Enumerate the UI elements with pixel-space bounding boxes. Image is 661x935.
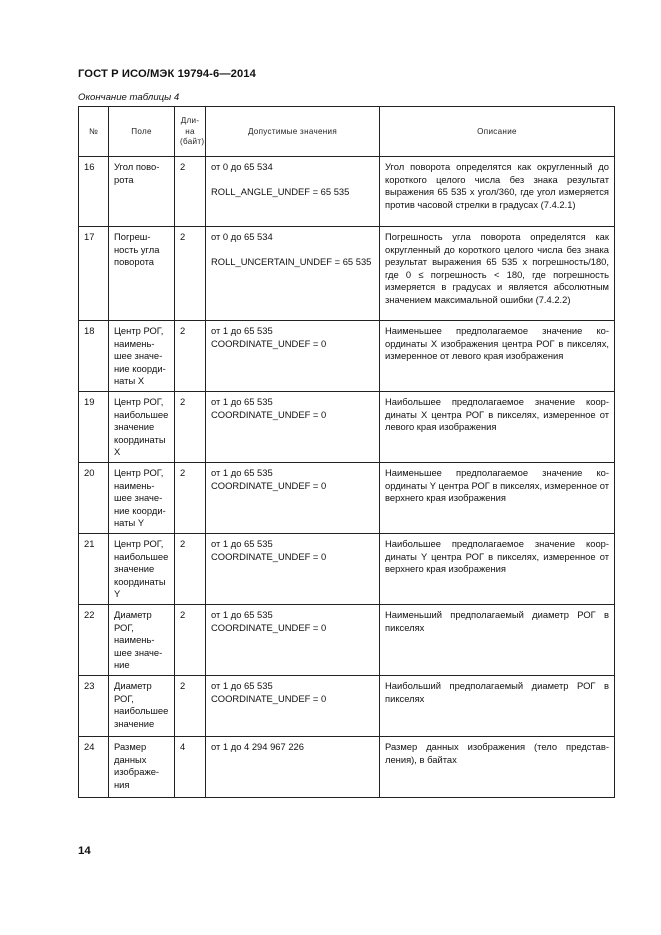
row-number-cell: 21	[79, 534, 109, 605]
row-field-cell	[109, 737, 175, 798]
field-line: координаты	[114, 575, 166, 587]
row-field-cell	[109, 534, 175, 605]
table-caption: Окончание таблицы 4	[78, 92, 180, 103]
field-line: наибольшее	[114, 705, 169, 717]
row-length-cell: 4	[175, 737, 206, 798]
value-line: COORDINATE_UNDEF = 0	[211, 550, 327, 562]
value-line: COORDINATE_UNDEF = 0	[211, 408, 327, 420]
page-number: 14	[78, 845, 91, 857]
value-line: ROLL_ANGLE_UNDEF = 65 535	[211, 185, 350, 197]
field-line: значение	[114, 421, 155, 433]
row-number-cell: 22	[79, 605, 109, 676]
field-line: рота	[114, 173, 134, 185]
row-field-cell	[109, 676, 175, 737]
header-values: Допустимые значения	[206, 107, 380, 157]
field-line: значение	[114, 563, 155, 575]
value-line: от 1 до 65 535	[211, 538, 273, 549]
row-number-cell: 16	[79, 157, 109, 227]
value-line: от 0 до 65 534	[211, 161, 273, 172]
row-values-cell	[206, 463, 380, 534]
row-description-cell: Наибольший предполагаемый диаметр РОГ в пикселях	[380, 676, 615, 737]
table-row	[79, 737, 615, 798]
field-line: Центр РОГ,	[114, 538, 164, 549]
field-line: Диаметр	[114, 609, 152, 620]
field-line: ние	[114, 659, 130, 671]
row-description-cell: Наибольшее предполагаемое значение координаты Y центра РОГ в пикселях, измеренное от верхнего края изображения	[380, 534, 615, 605]
value-line: от 1 до 65 535	[211, 609, 273, 620]
field-line: данных	[114, 753, 147, 765]
field-line: шее значе-	[114, 646, 163, 658]
field-line: ние коорди-	[114, 504, 166, 516]
field-line: X	[114, 446, 121, 458]
field-line: значение	[114, 717, 155, 729]
field-line: Размер	[114, 741, 147, 752]
fields-table	[78, 106, 615, 798]
row-values-cell	[206, 737, 380, 798]
row-field-cell	[109, 605, 175, 676]
header-length-line: на	[185, 126, 195, 136]
field-line: наты X	[114, 375, 145, 387]
values-spacer	[211, 174, 374, 186]
value-line: от 1 до 4 294 967 226	[211, 741, 304, 752]
row-values-cell	[206, 227, 380, 321]
header-field: Поле	[109, 107, 175, 157]
row-field-cell	[109, 227, 175, 321]
field-line: поворота	[114, 256, 155, 268]
field-line: наимень-	[114, 634, 155, 646]
row-length-cell: 2	[175, 534, 206, 605]
row-values-cell	[206, 605, 380, 676]
field-line: Погреш-	[114, 231, 151, 242]
header-description: Описание	[380, 107, 615, 157]
row-values-cell	[206, 676, 380, 737]
field-line: наибольшее	[114, 408, 169, 420]
field-line: ния	[114, 778, 130, 790]
table-row	[79, 463, 615, 534]
row-description-cell: Наименьший предполагаемый диаметр РОГ в пикселях	[380, 605, 615, 676]
row-number-cell: 19	[79, 392, 109, 463]
header-length-line: Дли-	[180, 116, 200, 126]
row-values-cell	[206, 157, 380, 227]
row-number-cell: 23	[79, 676, 109, 737]
row-description-cell: Наименьшее предполагаемое значение координаты Y центра РОГ в пикселях, измеренное от верхнего края изображения	[380, 463, 615, 534]
row-number-cell: 17	[79, 227, 109, 321]
row-number-cell: 24	[79, 737, 109, 798]
field-line: шее значе-	[114, 350, 163, 362]
field-line: наимень-	[114, 479, 155, 491]
row-field-cell	[109, 392, 175, 463]
table-row	[79, 605, 615, 676]
value-line: COORDINATE_UNDEF = 0	[211, 337, 327, 349]
value-line: от 1 до 65 535	[211, 396, 273, 407]
table-row	[79, 321, 615, 392]
field-line: ность угла	[114, 243, 160, 255]
row-description-cell: Угол поворота определятся как округленный до короткого целого числа без знака результат выражения 65 535 x угол/360, где угол измеряется против часовой стрелки в градусах (7.4.2.1)	[380, 157, 615, 227]
row-length-cell: 2	[175, 463, 206, 534]
field-line: ние коорди-	[114, 362, 166, 374]
field-line: РОГ,	[114, 692, 134, 704]
row-description-cell: Размер данных изображения (тело представления), в байтах	[380, 737, 615, 798]
value-line: от 1 до 65 535	[211, 680, 273, 691]
row-description-cell: Наибольшее предполагаемое значение координаты X центра РОГ в пикселях, измеренное от левого края изображения	[380, 392, 615, 463]
header-length	[175, 107, 206, 157]
row-values-cell	[206, 321, 380, 392]
field-line: Центр РОГ,	[114, 325, 164, 336]
table-row	[79, 392, 615, 463]
value-line: ROLL_UNCERTAIN_UNDEF = 65 535	[211, 255, 372, 267]
row-length-cell: 2	[175, 392, 206, 463]
row-field-cell	[109, 463, 175, 534]
field-line: Центр РОГ,	[114, 396, 164, 407]
row-number-cell: 20	[79, 463, 109, 534]
row-field-cell	[109, 157, 175, 227]
document-title: ГОСТ Р ИСО/МЭК 19794-6—2014	[78, 68, 256, 80]
row-description-cell: Погрешность угла поворота определятся как округленный до короткого целого числа без знака результат выражения 65 535 x погрешность/180, где 0 ≤ погрешность < 180, где погрешность измеряется в градусах и является абсолютным значением максимальной ошибки (7.4.2.2)	[380, 227, 615, 321]
field-line: наимень-	[114, 337, 155, 349]
field-line: Угол пово-	[114, 161, 160, 172]
header-number: №	[79, 107, 109, 157]
field-line: координаты	[114, 433, 166, 445]
field-line: Диаметр	[114, 680, 152, 691]
row-description-cell: Наименьшее предполагаемое значение координаты X изображения центра РОГ в пикселях, измеренное от левого края изображения	[380, 321, 615, 392]
value-line: от 0 до 65 534	[211, 231, 273, 242]
field-line: шее значе-	[114, 492, 163, 504]
row-values-cell	[206, 534, 380, 605]
value-line: COORDINATE_UNDEF = 0	[211, 621, 327, 633]
field-line: наты Y	[114, 517, 145, 529]
row-values-cell	[206, 392, 380, 463]
row-length-cell: 2	[175, 676, 206, 737]
row-length-cell: 2	[175, 605, 206, 676]
table-row	[79, 227, 615, 321]
field-line: Y	[114, 588, 121, 600]
value-line: COORDINATE_UNDEF = 0	[211, 479, 327, 491]
table-row	[79, 534, 615, 605]
row-length-cell: 2	[175, 321, 206, 392]
value-line: от 1 до 65 535	[211, 325, 273, 336]
table-row	[79, 157, 615, 227]
table-header-row	[79, 107, 615, 157]
row-length-cell: 2	[175, 227, 206, 321]
field-line: наибольшее	[114, 550, 169, 562]
table-row	[79, 676, 615, 737]
value-line: от 1 до 65 535	[211, 467, 273, 478]
header-length-line: (байт)	[180, 137, 205, 147]
row-length-cell: 2	[175, 157, 206, 227]
values-spacer	[211, 244, 374, 256]
row-number-cell: 18	[79, 321, 109, 392]
field-line: РОГ,	[114, 621, 134, 633]
field-line: Центр РОГ,	[114, 467, 164, 478]
value-line: COORDINATE_UNDEF = 0	[211, 692, 327, 704]
row-field-cell	[109, 321, 175, 392]
field-line: изображе-	[114, 766, 160, 778]
